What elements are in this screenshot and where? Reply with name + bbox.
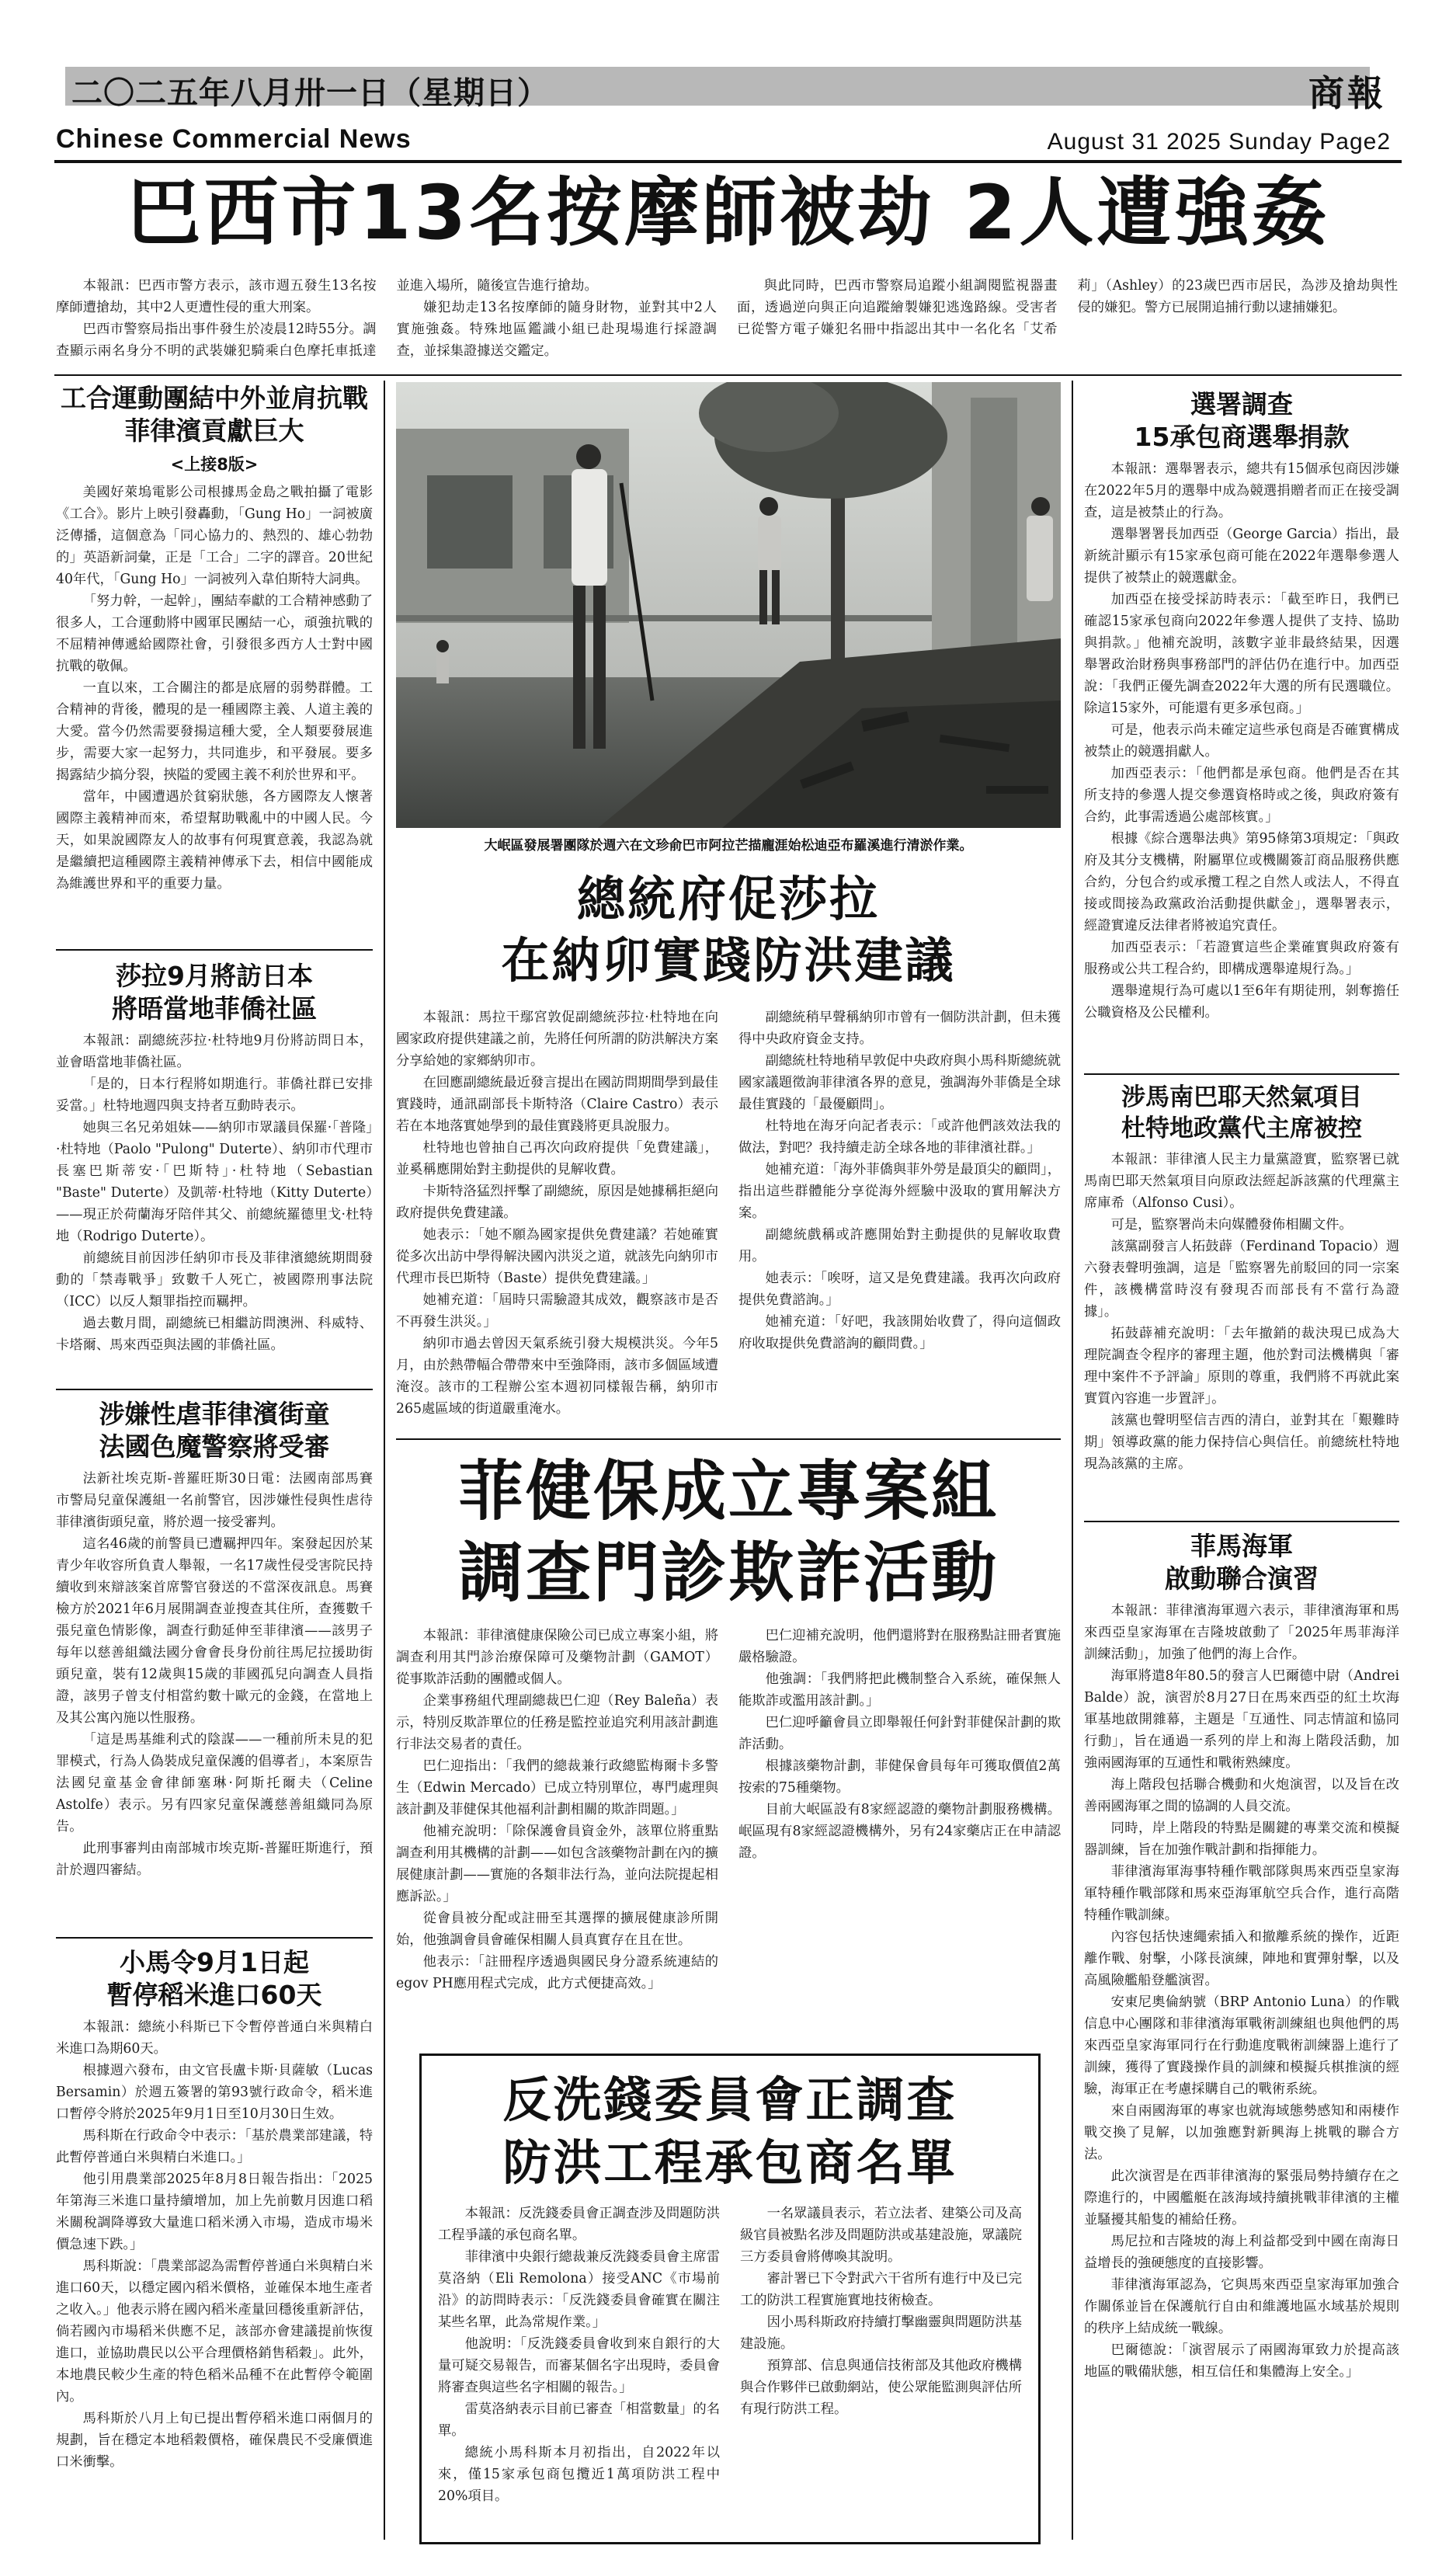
article-title: 小馬令9月1日起 暫停稻米進口60天 — [106, 1947, 322, 2011]
divider — [396, 1438, 1061, 1440]
paragraph: 因小馬科斯政府持續打擊幽靈與問題防洪基建設施。 — [740, 2314, 1022, 2352]
lead-headline: 巴西市13名按摩師被劫 2人遭強姦 — [126, 169, 1330, 256]
flood-cleanup-image — [396, 382, 1061, 828]
paragraph: 菲律濱海軍海事特種作戰部隊與馬來西亞皇家海軍特種作戰部隊和馬來亞海軍航空兵合作，進行高階特種作戰訓練。 — [1084, 1864, 1399, 1924]
divider — [56, 1389, 373, 1390]
paragraph: 該黨也聲明堅信吉西的清白，並對其在「艱難時期」領導政黨的能力保持信心與信任。前總統杜特地現為該黨的主席。 — [1084, 1413, 1399, 1473]
paragraph: 一直以來，工合關注的都是底層的弱勢群體。工合精神的背後，體現的是一種國際主義、人道主義的大愛。當今仍然需要發揚這種大愛，全人類要發展進步，需要大家一起努力，共同進步，和平發展。要多揭露結少搞分裂，挾隘的愛國主義不利於世界和平。 — [56, 680, 373, 784]
paragraph: 企業事務組代理副總裁巴仁迎（Rey Baleña）表示，特別反欺詐單位的任務是監控並追究利用該計劃進行非法交易者的責任。 — [396, 1693, 718, 1752]
paragraph: 可是，他表示尚未確定這些承包商是否確實構成被禁止的競選捐獻人。 — [1084, 722, 1399, 760]
paragraph: 副總統戲稱或許應開始對主動提供的見解收取費用。 — [738, 1227, 1061, 1264]
paragraph: 「努力幹，一起幹」，團結奉獻的工合精神感動了很多人，工合運動將中國軍民團結一心，頑強抗戰的不屈精神傳遞給國際社會，引發很多西方人士對中國抗戰的敬佩。 — [56, 593, 373, 675]
article-body — [56, 482, 373, 930]
paragraph: 本報訊：巴西市警方表示，該市週五發生13名按摩師遭搶劫，其中2人更遭性侵的重大刑案。 — [56, 278, 377, 315]
paragraph: 她補充道：「海外菲僑與菲外勞是最頂尖的顧問」，指出這些群體能分享從海外經驗中汲取的實用解決方案。 — [738, 1162, 1061, 1221]
column-rule — [384, 381, 385, 2540]
article-title: 涉馬南巴耶天然氣項目 杜特地政黨代主席被控 — [1121, 1083, 1362, 1142]
article-body — [56, 1030, 373, 1359]
paragraph: 根據該藥物計劃，菲健保會員每年可獲取價值2萬按索的75種藥物。 — [738, 1758, 1061, 1796]
paragraph: 與此同時，巴西市警察局追蹤小組調閱監視器畫面，透過逆向與正向追蹤繪製嫌犯逃逸路線。受害者已從警方電子嫌犯名冊中指認出其中一名化名「艾希莉」（Ashley）的23歲巴西市居民，為涉及搶劫與性侵的嫌犯。警方已展開追捕行動以逮捕嫌犯。 — [737, 278, 1398, 337]
paragraph: 巴爾德說：「演習展示了兩國海軍致力於提高該地區的戰備狀態，相互信任和集體海上安全。」 — [1084, 2342, 1399, 2380]
paragraph: 目前大岷區設有8家經認證的藥物計劃服務機構。岷區現有8家經認證機構外，另有24家藥店正在申請認證。 — [738, 1802, 1061, 1861]
paragraph: 本報訊：副總統莎拉·杜特地9月份將訪問日本，並會晤當地菲僑社區。 — [56, 1033, 373, 1071]
paragraph: 來自兩國海軍的專家也就海域態勢感知和兩棲作戰交換了見解，以加強應對新興海上挑戰的聯合方法。 — [1084, 2103, 1399, 2163]
article-body — [1084, 1149, 1399, 1506]
paragraph: 雷莫洛納表示目前已審查「相當數量」的名單。 — [438, 2401, 720, 2439]
paragraph: 預算部、信息與通信技術部及其他政府機構與合作夥伴已啟動網站，使公眾能監測與評估所有現行防洪工程。 — [740, 2358, 1022, 2417]
paragraph: 法新社埃克斯-普羅旺斯30日電：法國南部馬賽市警局兒童保護組一名前警官，因涉嫌性侵與性虐待菲律濱街頭兒童，將於週一接受審判。 — [56, 1471, 373, 1531]
column-rule — [1072, 381, 1073, 2540]
divider — [1084, 1521, 1399, 1522]
paragraph: 本報訊：反洗錢委員會正調查涉及問題防洪工程爭議的承包商名單。 — [438, 2206, 720, 2243]
article-title: 莎拉9月將訪日本 將晤當地菲僑社區 — [112, 961, 317, 1024]
article-body — [1084, 1600, 1399, 2524]
paragraph: 加西亞表示：「他們都是承包商。他們是否在其所支持的參選人提交參選資格時或之後，與政府簽有合約，此事需透過公處部核實。」 — [1084, 766, 1399, 826]
paragraph: 海上階段包括聯合機動和火炮演習，以及旨在改善兩國海軍之間的協調的人員交流。 — [1084, 1777, 1399, 1815]
article-body — [56, 2016, 373, 2513]
paragraph: 美國好萊塢電影公司根據馬金島之戰拍攝了電影《工合》。影片上映引發轟動，「Gung Ho」一詞被廣泛傳播，這個意為「同心協力的、熱烈的、雄心勃勃的」英語新詞彙，正是「工合」二字的譯音。20世紀40年代，「Gung Ho」一詞被列入韋伯斯特大詞典。 — [56, 485, 373, 588]
header-rule — [54, 160, 1402, 163]
paragraph: 杜特地也曾抽自己再次向政府提供「免費建議」，並奚稱應開始對主動提供的見解收費。 — [396, 1140, 718, 1177]
paragraph: 此刑事審判由南部城市埃克斯-普羅旺斯進行，預計於週四審結。 — [56, 1841, 373, 1879]
paragraph: 她表示：「她不願為國家提供免費建議？若她確實從多次出訪中學得解決國內洪災之道，就該先向納卯市代理市長巴斯特（Baste）提供免費建議。」 — [396, 1227, 718, 1286]
paragraph: 可是，監察署尚未向媒體發佈相關文件。 — [1110, 1217, 1353, 1233]
article-sara-japan — [56, 960, 373, 1392]
philhealth-article-body — [396, 1625, 1061, 2036]
paragraph: 副總統杜特地稍早敦促中央政府與小馬科斯總統就國家議題徵詢菲律濱各界的意見，強調海外菲僑是全球最佳實踐的「最優顧問」。 — [738, 1053, 1061, 1112]
paragraph: 巴仁迎呼籲會員立即舉報任何針對菲健保計劃的欺詐活動。 — [738, 1715, 1061, 1752]
paragraph: 這名46歲的前警員已遭羈押四年。案發起因於某青少年收容所負責人舉報，一名17歲性侵受害院民持續收到來辯該案首席警官發送的不當深夜訊息。馬賽檢方於2021年6月展開調查並搜查其住所，查獲數千張兒童色情影像，調查行動延伸至菲律濱——該男子每年以慈善組織法國分會會長身份前往馬尼拉援助街頭兒童，裝有12歲與15歲的菲國孤兒向調查人員指證，該男子曾支付相當約數十歐元的金錢，在當地上及其公寓內施以性服務。 — [56, 1536, 373, 1727]
article-title: 選署調查 15承包商選舉捐款 — [1134, 389, 1350, 453]
paper-name: 商報 — [1308, 72, 1386, 114]
paragraph: 拓鼓薜補充說明：「去年撤銷的裁決現已成為大理院調查令程序的審理主題，他於對司法機構與「審理中案件不予評論」原則的尊重，我們將不再就此案實質內容進一步置評」。 — [1084, 1326, 1399, 1407]
article-rice-import — [56, 1946, 373, 2537]
paragraph: 嫌犯劫走13名按摩師的隨身財物，並對其中2人實施強姦。特殊地區鑑識小組已赴現場進行採證調查，並採集證據送交鑑定。 — [396, 300, 717, 359]
article-title: 涉嫌性虐菲律濱街童 法國色魔警察將受審 — [99, 1399, 330, 1462]
paragraph: 海軍將遣8年80.5的發言人巴爾德中尉（Andrei Balde）說，演習於8月27日在馬來西亞的紅土坎海軍基地啟開雜幕，主題是「互通性、同志情誼和協同行動」，旨在通過一系列的岸上和海上階段活動，加強兩國海軍的互通性和戰術熟練度。 — [1084, 1668, 1399, 1772]
paragraph: 菲律濱海軍認為，它與馬來西亞皇家海軍加強合作關係並旨在保護航行自由和維護地區水域基於規則的秩序上結成統一戰線。 — [1084, 2277, 1399, 2337]
paragraph: 選舉違規行為可處以1至6年有期徒刑，剝奪擔任公職資格及公民權利。 — [1084, 983, 1399, 1021]
article-gung-ho — [56, 382, 373, 968]
aml-article-body — [438, 2203, 1022, 2529]
paragraph: 根據《綜合選舉法典》第95條第3項規定：「與政府及其分支機構，附屬單位或機關簽訂商品服務供應合約，分包合約或承攬工程之自然人或法人，不得直接或間接為政黨政治活動提供獻金」，選舉署表示，經證實違反法律者將被追究責任。 — [1084, 831, 1399, 934]
paragraph: 過去數月間，副總統已相繼訪問澳洲、科威特、卡塔爾、馬來西亞與法國的菲僑社區。 — [56, 1316, 373, 1354]
article-french-police — [56, 1398, 373, 1934]
paragraph: 從會員被分配或註冊至其選擇的擴展健康診所開始，他強調會員會確保相關人員真實存在且在世。 — [396, 1911, 718, 1948]
paragraph: 內容包括快速繩索插入和撤離系統的操作，近距離作戰、射擊，小隊長演練，陣地和實彈射擊，以及高風險艦船登艦演習。 — [1084, 1929, 1399, 1989]
paragraph: 馬科斯於八月上旬已提出暫停稻米進口兩個月的規劃，旨在穩定本地稻穀價格，確保農民不受廉價進口米衝擊。 — [56, 2411, 373, 2471]
lead-article-body — [56, 275, 1398, 368]
paragraph: 選舉署署長加西亞（George Garcia）指出，最新統計顯示有15家承包商可能在2022年選舉參選人提供了被禁止的競選獻金。 — [1084, 527, 1399, 586]
paragraph: 本報訊：選舉署表示，總共有15個承包商因涉嫌在2022年5月的選舉中成為競選捐贈者而正在接受調查，這是被禁止的行為。 — [1084, 461, 1399, 521]
paragraph: 「這是馬基維利式的陰謀——一種前所未見的犯罪模式，行為人偽裝成兒童保護的倡導者」，本案原告法國兒童基金會律師塞琳·阿斯托爾夫（Celine Astolfe）表示。另有四家兒童保護慈善組織同為原告。 — [56, 1732, 373, 1835]
paragraph: 菲律濱中央銀行總裁兼反洗錢委員會主席雷莫洛納（Eli Remolona）接受ANC《市場前沿》的訪問時表示：「反洗錢委員會確實在關注某些名單，此為常規作業。」 — [438, 2249, 720, 2330]
flood-headline: 總統府促莎拉 在納卯實踐防洪建議 — [501, 871, 956, 989]
paragraph: 巴仁迎指出：「我們的總裁兼行政總監梅爾卡多警生（Edwin Mercado）已成立特別單位，專門處理與該計劃及菲健保其他福利計劃相關的欺詐問題。」 — [396, 1758, 718, 1817]
divider — [1084, 1073, 1399, 1075]
masthead — [54, 0, 1402, 124]
paragraph: 副總統稍早聲稱納卯市曾有一個防洪計劃，但未獲得中央政府資金支持。 — [738, 1010, 1061, 1047]
paragraph: 審計署已下令對武六干省所有進行中及已完工的防洪工程實施實地技術檢查。 — [740, 2271, 1022, 2308]
paragraph: 他引用農業部2025年8月8日報告指出：「2025年第海三米進口量持續增加，加上先前數月因進口稻米關稅調降導致大量進口稻米湧入市場，造成市場米價急速下跌。」 — [56, 2172, 373, 2253]
paragraph: 加西亞在接受採訪時表示：「截至昨日，我們已確認15家承包商向2022年參選人提供了支持、協助與捐款。」他補充說明，該數字並非最終結果，因選舉署政治財務與事務部門的評估仍在進行中。加西亞說：「我們正優先調查2022年大選的所有民選職位。除這15家外，可能還有更多承包商。」 — [1084, 592, 1399, 717]
paragraph: 本報訊：總統小科斯已下令暫停普通白米與精白米進口為期60天。 — [56, 2019, 373, 2057]
article-comelec — [1084, 388, 1399, 1072]
paragraph: 他強調：「我們將把此機制整合入系統，確保無人能欺詐或濫用該計劃。」 — [738, 1671, 1061, 1709]
paragraph: 同時，岸上階段的特點是關鍵的專業交流和模擬器訓練，旨在加強作戰計劃和指揮能力。 — [1084, 1821, 1399, 1859]
article-title: 菲馬海軍 啟動聯合演習 — [1165, 1531, 1319, 1594]
flood-article-body — [396, 1007, 1061, 1429]
article-malampaya — [1084, 1083, 1399, 1518]
paragraph: 卡斯特洛猛烈抨擊了副總統，原因是她據稱拒絕向政府提供免費建議。 — [396, 1184, 718, 1221]
news-photo — [396, 382, 1061, 828]
divider — [56, 1937, 373, 1939]
article-body — [1084, 458, 1399, 1055]
paragraph: 本報訊：菲律濱人民主力量黨證實，監察署已就馬南巴耶天然氣項目向原政法經起訴該黨的代理黨主席庫希（Alfonso Cusi）。 — [1084, 1152, 1399, 1212]
photo-caption: 大岷區發展署團隊於週六在文珍俞巴市阿拉芒描龐涯始松迪亞布羅溪進行清淤作業。 — [484, 838, 973, 854]
paragraph: 在回應副總統最近發言提出在國訪問期間學到最佳實踐時，通訊副部長卡斯特洛（Claire Castro）表示若在本地落實她學到的最佳實踐將更具說服力。 — [396, 1075, 718, 1134]
paragraph: 馬科斯說：「農業部認為需暫停普通白米與精白米進口60天，以穩定國內稻米價格，並確保本地生產者之收入。」他表示將在國內稻米產量回穩後重新評估，倘若國內市場稻米供應不足，該部亦會建議提前恢復進口，並協助農民以公平合理價格銷售稻穀」。此外，本地農民較少生產的特色稻米品種不在此暫停令範圍內。 — [56, 2259, 373, 2405]
paragraph: 一名眾議員表示，若立法者、建築公司及高級官員被點名涉及問題防洪或基建設施，眾議院三方委員會將傳喚其說明。 — [740, 2206, 1022, 2265]
paragraph: 巴西市警察局指出事件發生於凌晨12時55分。調查顯示兩名身分不明的武裝嫌犯騎乘白色摩托車抵達並進入場所，隨後宣告進行搶劫。 — [56, 278, 598, 359]
paragraph: 根據週六發布，由文官長盧卡斯·貝薩敏（Lucas Bersamin）於週五簽署的第93號行政命令，稻米進口暫停令將於2025年9月1日至10月30日生效。 — [56, 2063, 373, 2123]
paragraph: 本報訊：菲律濱健康保險公司已成立專案小組，將調查利用其門診治療保障可及藥物計劃（GAMOT）從事欺詐活動的團體或個人。 — [396, 1628, 718, 1687]
paragraph: 該黨副發言人拓鼓薜（Ferdinand Topacio）週六發表聲明強調，這是「監察署先前駁回的同一宗案件，該機構當時沒有發現否而部長有不當行為證據」。 — [1084, 1239, 1399, 1320]
paragraph: 她補充道：「好吧，我該開始收費了，得向這個政府收取提供免費諮詢的顧問費。」 — [738, 1314, 1061, 1351]
paragraph: 她表示：「唉呀，這又是免費建議。我再次向政府提供免費諮詢。」 — [738, 1271, 1061, 1308]
paragraph: 當年，中國遭遇於貧窮狀態，各方國際友人懷著國際主義精神而來，希望幫助戰亂中的中國人民。今天，如果說國際友人的故事有何現實意義，我認為就是繼續把這種國際主義精神傳承下去，相信中國能成為維護世界和平的重要力量。 — [56, 789, 373, 892]
article-body — [56, 1468, 373, 1903]
paragraph: 她補充道：「屆時只需驗證其成效，觀察該市是否不再發生洪災。」 — [396, 1292, 718, 1330]
paragraph: 本報訊：菲律濱海軍週六表示，菲律濱海軍和馬來西亞皇家海軍在吉隆坡啟動了「2025年馬菲海洋訓練活動」，加強了他們的海上合作。 — [1084, 1603, 1399, 1663]
paragraph: 此次演習是在西菲律濱海的緊張局勢持續存在之際進行的，中國艦艇在該海域持續挑戰菲律濱的主權並騷擾其船隻的補給任務。 — [1084, 2168, 1399, 2228]
philhealth-headline: 菲健保成立專案組 調查門診欺詐活動 — [457, 1453, 999, 1611]
paragraph: 她與三名兄弟姐妹——納卯市眾議員保羅·「普隆」·杜特地（Paolo "Pulong" Duterte）、納卯市代理市長塞巴斯蒂安·「巴斯特」·杜特地（Sebastian "Baste" Duterte）及凱蒂·杜特地（Kitty Duterte）——現正於荷蘭海牙陪伴其父、前總統羅德里戈·杜特地（Rodrigo Duterte）。 — [56, 1120, 373, 1245]
paper-english-name: Chinese Commercial News — [56, 124, 412, 154]
paragraph: 安東尼奧倫納號（BRP Antonio Luna）的作戰信息中心團隊和菲律濱海軍戰術訓練組也與他們的馬來西亞皇家海軍同行在行動進度戰術訓練器上進行了訓練，獲得了實踐操作員的訓練和模擬兵棋推演的經驗，海軍正在考慮採購自己的戰術系統。 — [1084, 1994, 1399, 2098]
paragraph: 前總統目前因涉任納卯市長及菲律濱總統期間發動的「禁毒戰爭」致數千人死亡，被國際刑事法院（ICC）以反人類罪指控而羈押。 — [56, 1250, 373, 1310]
date-chinese: 二〇二五年八月卅一日（星期日） — [71, 75, 549, 111]
paragraph: 納卯市過去曾因天氣系統引發大規模洪災。今年5月，由於熱帶幅合帶帶來中至強降雨，該市多個區域遭淹沒。該市的工程辦公室本週初同樣報告稱，納卯市265處區域的街道嚴重淹水。 — [396, 1336, 718, 1417]
paragraph: 他表示：「註冊程序透過與國民身分證系統連結的egov PH應用程式完成，此方式便捷高效。」 — [396, 1954, 718, 1991]
paragraph: 巴仁迎補充說明，他們還將對在服務點註冊者實施嚴格驗證。 — [738, 1628, 1061, 1665]
paragraph: 總統小馬科斯本月初指出，自2022年以來，僅15家承包商包攬近1萬項防洪工程中20%項目。 — [438, 2445, 720, 2504]
article-title: 工合運動團結中外並肩抗戰 菲律濱貢獻巨大 — [61, 383, 368, 447]
paragraph: 杜特地在海牙向記者表示：「或許他們該效法我的做法，對吧？我持續走訪全球各地的菲律濱社群。」 — [738, 1118, 1061, 1156]
divider — [56, 949, 373, 951]
paragraph: 他補充說明：「除保護會員資金外，該單位將重點調查利用其機構的計劃——如包含該藥物計劃在內的擴展健康計劃——實施的各類非法行為，並向法院提起相應訴訟。」 — [396, 1824, 718, 1904]
paragraph: 「是的，日本行程將如期進行。菲僑社群已安排妥當。」杜特地週四與支持者互動時表示。 — [56, 1076, 373, 1115]
article-subtitle: <上接8版> — [170, 455, 259, 475]
paragraph: 本報訊：馬拉干鄢宮敦促副總統莎拉·杜特地在向國家政府提供建議之前，先將任何所謂的防洪解決方案分享給她的家鄉納卯市。 — [396, 1010, 718, 1069]
paragraph: 加西亞表示：「若證實這些企業確實與政府簽有服務或公共工程合約，即構成選舉違規行為。」 — [1084, 940, 1399, 978]
paragraph: 馬科斯在行政命令中表示：「基於農業部建議，特此暫停普通白米與精白米進口。」 — [56, 2128, 373, 2166]
date-english: August 31 2025 Sunday Page2 — [1047, 129, 1391, 155]
paragraph: 他說明：「反洗錢委員會收到來自銀行的大量可疑交易報告，而審某個名字出現時，委員會將審查與這些名字相關的報告。」 — [438, 2336, 720, 2395]
aml-headline: 反洗錢委員會正調查 防洪工程承包商名單 — [502, 2071, 957, 2191]
article-navy-drill — [1084, 1530, 1399, 2540]
lead-rule — [54, 374, 1402, 376]
paragraph: 馬尼拉和吉隆坡的海上利益都受到中國在南海日益增長的強硬態度的直接影響。 — [1084, 2234, 1399, 2272]
